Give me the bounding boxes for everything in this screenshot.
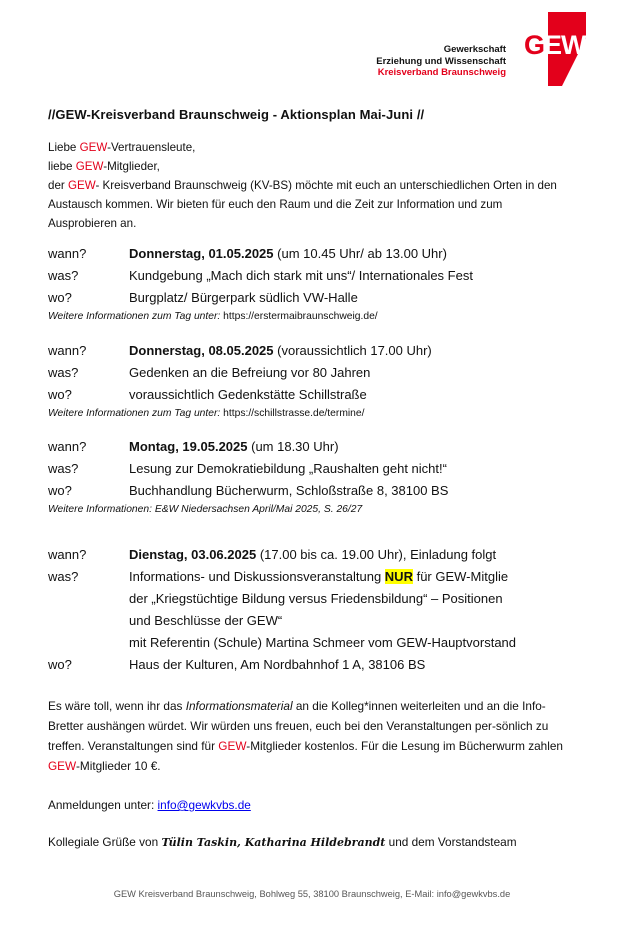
svg-text:E: E (544, 30, 563, 60)
document-title: //GEW-Kreisverband Braunschweig - Aktionsplan Mai-Juni // (48, 107, 425, 122)
gew-highlight: GEW (75, 160, 104, 173)
event-what: Kundgebung „Mach dich stark mit uns“/ Internationales Fest (129, 268, 473, 283)
event-time: (17.00 bis ca. 19.00 Uhr), Einladung folgt (256, 547, 497, 562)
event-url: https://erstermaibraunschweig.de/ (220, 311, 378, 322)
event-2 (48, 340, 588, 422)
what-label: was? (48, 365, 79, 380)
event-note: Weitere Informationen zum Tag unter: https://schillstrasse.de/termine/ (48, 408, 365, 419)
event-1 (48, 243, 588, 325)
org-line-2: Erziehung und Wissenschaft (376, 55, 506, 67)
event-what-line-3: und Beschlüsse der GEW“ (129, 613, 283, 628)
signature-names: Tülin Taskin, Katharina Hildebrandt (161, 836, 386, 849)
what-label: was? (48, 569, 79, 584)
what-label: was? (48, 268, 79, 283)
highlight-nur: NUR (384, 569, 413, 584)
when-label: wann? (48, 246, 87, 261)
gew-highlight: GEW (218, 739, 247, 753)
event-date: Donnerstag, 08.05.2025 (129, 343, 274, 358)
event-url: https://schillstrasse.de/termine/ (220, 408, 365, 419)
event-what: Lesung zur Demokratiebildung „Raushalten geht nicht!“ (129, 461, 447, 476)
intro-text: Liebe GEW-Vertrauensleute, liebe GEW-Mitglieder, der GEW- Kreisverband Braunschweig (KV-BS) möchte mit euch an unterschiedlichen Orten in den Austausch kommen. Wir bieten für euch den Raum und die Zeit zur Information und zum Ausprobieren an. (48, 141, 557, 230)
closing-paragraph: Es wäre toll, wenn ihr das Informationsmaterial an die Kolleg*innen weiterleiten und an die Info-Bretter aushängen würdet. Wir würden uns freuen, euch bei den Veranstaltungen per-sönlich zu treffen. Veranstaltungen sind für GEW-Mitglieder kostenlos. Für die Lesung im Bücherwurm zahlen GEW-Mitglieder 10 €. (48, 699, 563, 773)
when-label: wann? (48, 547, 87, 562)
event-3 (48, 436, 588, 518)
event-speaker: mit Referentin (Schule) Martina Schmeer vom GEW-Hauptvorstand (129, 635, 517, 650)
svg-text:W: W (561, 30, 586, 60)
event-what-line-2: der „Kriegstüchtige Bildung versus Friedensbildung“ – Positionen (129, 591, 503, 606)
org-line-1: Gewerkschaft (443, 44, 506, 55)
event-note: Weitere Informationen zum Tag unter: https://erstermaibraunschweig.de/ (48, 311, 378, 322)
email-link[interactable]: info@gewkvbs.de (157, 798, 251, 812)
event-note: Weitere Informationen: E&W Niedersachsen April/Mai 2025, S. 26/27 (48, 504, 363, 515)
event-date: Montag, 19.05.2025 (129, 439, 248, 454)
event-4 (48, 544, 588, 676)
when-label: wann? (48, 439, 87, 454)
when-label: wann? (48, 343, 87, 358)
gew-logo (522, 12, 586, 86)
event-where: Buchhandlung Bücherwurm, Schloßstraße 8, 38100 BS (129, 483, 449, 498)
where-label: wo? (48, 657, 72, 672)
event-where: Haus der Kulturen, Am Nordbahnhof 1 A, 38106 BS (129, 657, 426, 672)
org-line-3: Kreisverband Braunschweig (377, 67, 506, 78)
gew-highlight: GEW (79, 141, 108, 154)
svg-text:G: G (524, 30, 546, 60)
registration-line: Anmeldungen unter: info@gewkvbs.de (48, 798, 251, 812)
where-label: wo? (48, 387, 72, 402)
where-label: wo? (48, 290, 72, 305)
event-what: Gedenken an die Befreiung vor 80 Jahren (129, 365, 371, 380)
what-label: was? (48, 461, 79, 476)
event-time: (um 18.30 Uhr) (247, 439, 339, 454)
greeting-line: Kollegiale Grüße von Tülin Taskin, Katharina Hildebrandt und dem Vorstandsteam (48, 835, 517, 849)
event-where: voraussichtlich Gedenkstätte Schillstraße (129, 387, 367, 402)
gew-highlight: GEW (67, 179, 96, 192)
event-time: (voraussichtlich 17.00 Uhr) (273, 343, 432, 358)
where-label: wo? (48, 483, 72, 498)
event-what: Informations- und Diskussionsveranstaltung NUR für GEW-Mitglie (129, 569, 509, 584)
event-time: (um 10.45 Uhr/ ab 13.00 Uhr) (273, 246, 447, 261)
event-where: Burgplatz/ Bürgerpark südlich VW-Halle (129, 290, 358, 305)
event-date: Dienstag, 03.06.2025 (129, 547, 257, 562)
org-name (376, 44, 506, 79)
gew-highlight: GEW (48, 759, 76, 773)
event-date: Donnerstag, 01.05.2025 (129, 246, 274, 261)
footer-address: GEW Kreisverband Braunschweig, Bohlweg 55, 38100 Braunschweig, E-Mail: info@gewkvbs.de (113, 889, 511, 899)
